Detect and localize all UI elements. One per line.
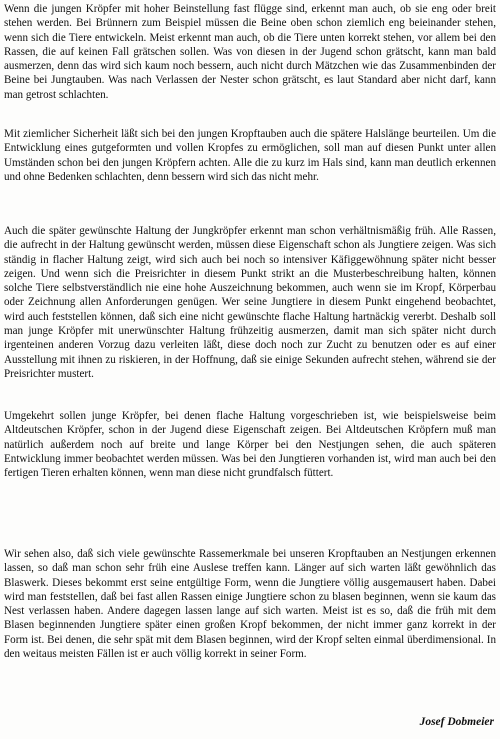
paragraph-flat-posture: Umgekehrt sollen junge Kröpfer, bei denen flache Haltung vorgeschrieben ist, wie beispielsweise beim Altdeutschen Kröpfer, schon in der Jugend diese Eigenschaft zeigen. Bei Altdeutschen Kröpfern muß man natürlich außerdem noch auf breite und lange Körper bei den Nestjungen sehen, die auch späteren Entwicklung immer beobachtet werden müssen. Was bei den Jungtieren vorhanden ist, wird man auch bei den fertigen Tieren erhalten können, wenn man diese nicht grundfalsch füttert. bbox=[4, 410, 496, 480]
paragraph-leg-position: Wenn die jungen Kröpfer mit hoher Beinstellung fast flügge sind, erkennt man auch, ob sie eng oder breit stehen werden. Bei Brünnern zum Beispiel müssen die Beine oben schon ziemlich eng beieinander stehen, wenn sich die Tiere entwickeln. Meist erkennt man auch, ob die Tiere unten korrekt stehen, vor allem bei den Rassen, die auf keinen Fall grätschen sollen. Was von diesen in der Jugend schon grätscht, kann man bald ausmerzen, denn das wird sich kaum noch bessern, auch nicht durch Mätzchen wie das Zusammenbinden der Beine bei Jungtauben. Was nach Verlassen der Nester schon grätscht, es laut Standard aber nicht darf, kann man getrost schlachten. bbox=[4, 3, 496, 101]
paragraph-neck-length: Mit ziemlicher Sicherheit läßt sich bei den jungen Kropftauben auch die spätere Halslänge beurteilen. Um die Entwicklung eines gutgeformten und vollen Kropfes zu ermöglichen, soll man auf diesen Punkt unter allen Umständen schon bei den jungen Kröpfern achten. Alle die zu kurz im Hals sind, kann man deutlich erkennen und ohne Bedenken schlachten, denn bessern wird sich das nicht mehr. bbox=[4, 128, 496, 183]
author-signature: Josef Dobmeier bbox=[419, 716, 494, 728]
paragraph-blowing-crop: Wir sehen also, daß sich viele gewünschte Rassemerkmale bei unseren Kropftauben an Nestjungen erkennen lassen, so daß man schon sehr früh eine Auslese treffen kann. Länger auf sich warten läßt gewöhnlich das Blaswerk. Dieses bekommt erst seine entgültige Form, wenn die Jungtiere völlig ausgemausert haben. Dabei wird man feststellen, daß bei fast allen Rassen einige Jungtiere schon zu blasen beginnen, wenn sie kaum das Nest verlassen haben. Andere dagegen lassen lange auf sich warten. Meist ist es so, daß die früh mit dem Blasen beginnenden Jungtiere später einen großen Kropf bekommen, der nicht immer ganz korrekt in der Form ist. Bei denen, die sehr spät mit dem Blasen beginnen, wird der Kropf selten einmal überdimensional. In den weitaus meisten Fällen ist er auch völlig korrekt in seiner Form. bbox=[4, 548, 496, 661]
paragraph-upright-posture: Auch die später gewünschte Haltung der Jungkröpfer erkennt man schon verhältnismäßig früh. Alle Rassen, die aufrecht in der Haltung gewünscht werden, müssen diese Eigenschaft schon als Jungtiere zeigen. Was sich ständig in flacher Haltung zeigt, wird sich auch bei noch so intensiver Käfiggewöhnung später nicht besser zeigen. Und wenn sich die Preisrichter in diesem Punkt strikt an die Musterbeschreibung halten, können solche Tiere selbstverständlich nie eine hohe Auszeichnung bekommen, auch wenn sie im Kropf, Körperbau oder Zeichnung allen Anforderungen genügen. Wer seine Jungtiere in diesem Punkt eingehend beobachtet, wird auch feststellen können, daß sich eine nicht gewünschte flache Haltung hartnäckig vererbt. Deshalb soll man junge Kröpfer mit unerwünschter Haltung frühzeitig ausmerzen, damit man sich später nicht durch irgenteinen anderen Vorzug dazu verleiten läßt, diese doch noch zur Zucht zu benutzen oder es auf einer Ausstellung mit ihnen zu riskieren, in der Hoffnung, daß sie einige Sekunden aufrecht stehen, während sie der Preisrichter mustert. bbox=[4, 225, 496, 380]
